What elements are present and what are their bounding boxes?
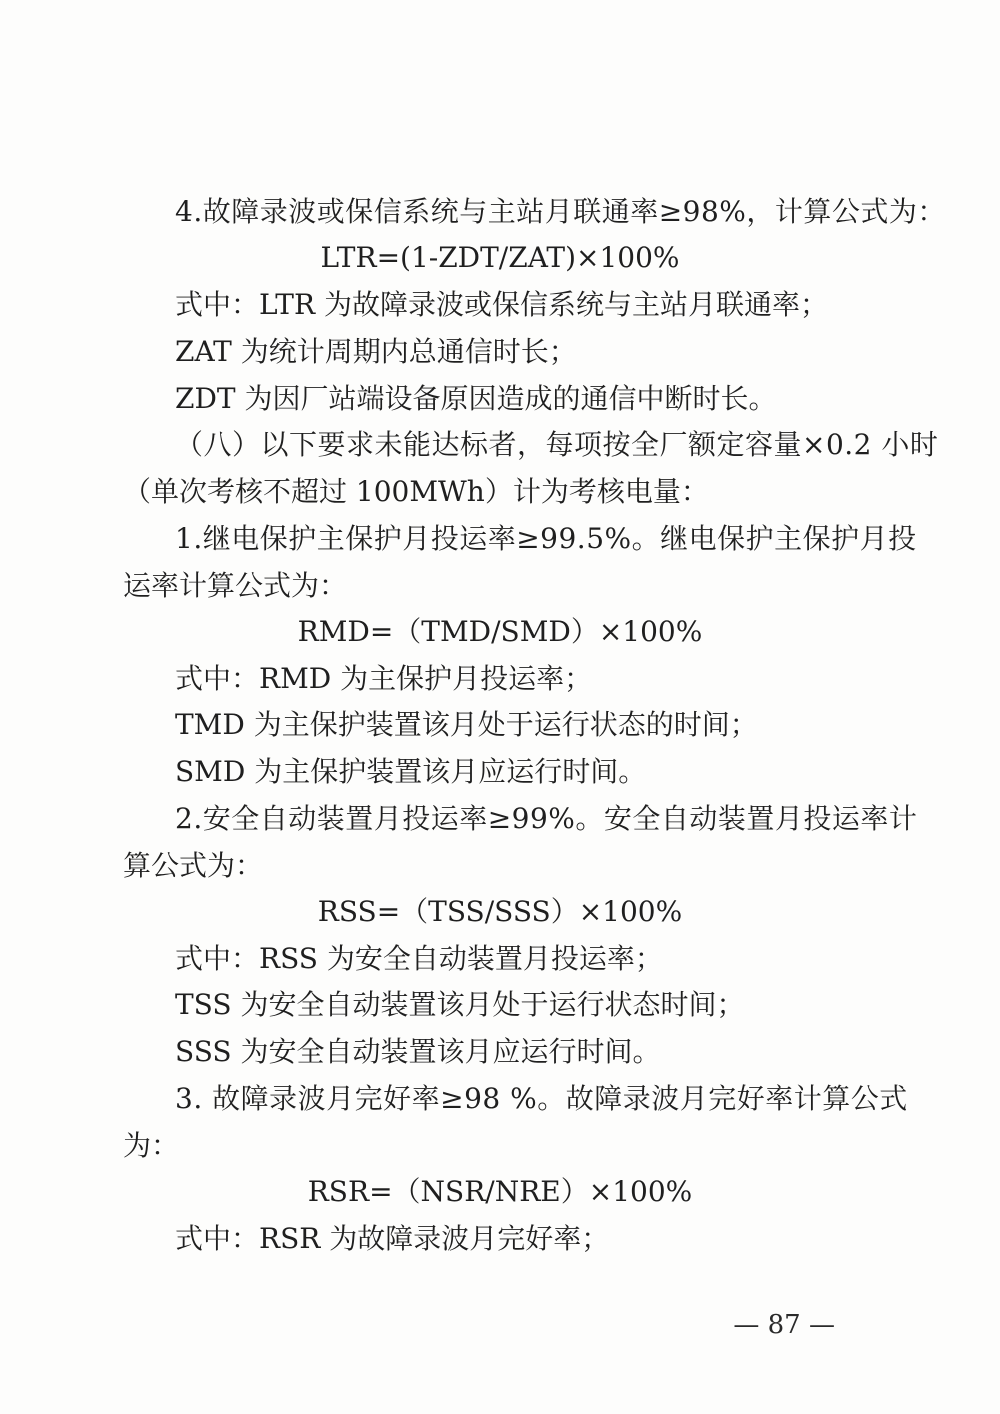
definition-smd: SMD 为主保护装置该月应运行时间。 [175,755,647,788]
definition-sss: SSS 为安全自动装置该月应运行时间。 [175,1035,661,1068]
paragraph-item-2-continuation: 算公式为： [123,849,264,882]
paragraph-item-1: 1.继电保护主保护月投运率≥99.5%。继电保护主保护月投 [175,522,917,555]
paragraph-item-3: 3. 故障录波月完好率≥98 %。故障录波月完好率计算公式 [175,1082,908,1115]
definition-zdt: ZDT 为因厂站端设备原因造成的通信中断时长。 [175,382,777,415]
paragraph-item-3-continuation: 为： [123,1129,180,1162]
paragraph-item-1-continuation: 运率计算公式为： [123,569,348,602]
paragraph-item-2: 2.安全自动装置月投运率≥99%。安全自动装置月投运率计 [175,802,918,835]
formula-rss: RSS=（TSS/SSS）×100% [317,895,683,928]
definition-rss: 式中：RSS 为安全自动装置月投运率； [175,942,663,975]
paragraph-item-4: 4.故障录波或保信系统与主站月联通率≥98%，计算公式为： [175,195,946,228]
section-8-heading: （八）以下要求未能达标者，每项按全厂额定容量×0.2 小时 [175,428,939,461]
definition-zat: ZAT 为统计周期内总通信时长； [175,335,577,368]
formula-rmd: RMD=（TMD/SMD）×100% [297,615,703,648]
section-8-continuation: （单次考核不超过 100MWh）计为考核电量： [123,475,709,508]
definition-tmd: TMD 为主保护装置该月处于运行状态的时间； [175,708,758,741]
page-number: — 87 — [733,1310,835,1340]
formula-rsr: RSR=（NSR/NRE）×100% [307,1175,693,1208]
definition-tss: TSS 为安全自动装置该月处于运行状态时间； [175,988,745,1021]
definition-rmd: 式中：RMD 为主保护月投运率； [175,662,593,695]
formula-ltr: LTR=(1-ZDT/ZAT)×100% [320,241,680,274]
definition-ltr: 式中：LTR 为故障录波或保信系统与主站月联通率； [175,288,828,321]
definition-rsr: 式中：RSR 为故障录波月完好率； [175,1222,610,1255]
